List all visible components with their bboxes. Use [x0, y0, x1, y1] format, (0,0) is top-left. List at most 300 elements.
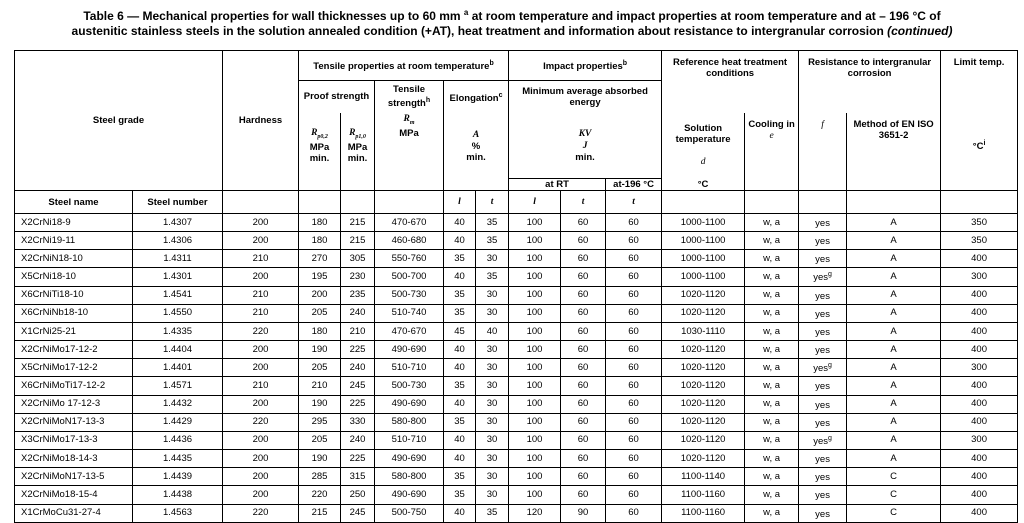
cell-rp02: 190 — [299, 450, 341, 468]
cell-hardness: 220 — [223, 504, 299, 522]
cell-resistance: yes — [799, 486, 847, 504]
cell-steel-number: 1.4401 — [133, 359, 223, 377]
table-row — [15, 395, 1018, 413]
cell-elong-l: 35 — [444, 486, 476, 504]
cell-rp10: 210 — [341, 322, 375, 340]
table-row — [15, 413, 1018, 431]
cell-rm: 470-670 — [375, 322, 444, 340]
header-ref-heat-treatment: Reference heat treatment conditions — [662, 51, 799, 113]
cell-cooling: w, a — [745, 250, 799, 268]
cell-resistance: yes — [799, 232, 847, 250]
header-tensile-group: Tensile properties at room temperature$^b$ — [299, 51, 509, 81]
cell-elong-t: 30 — [476, 359, 509, 377]
cell-method: A — [847, 413, 941, 431]
cell-impact-rt-t: 60 — [561, 304, 606, 322]
cell-limit-temp: 400 — [941, 413, 1018, 431]
cell-cooling: w, a — [745, 468, 799, 486]
header-rm-blank — [375, 179, 444, 191]
cell-method: C — [847, 504, 941, 522]
table-title — [4, 9, 1020, 39]
cell-hardness: 200 — [223, 214, 299, 232]
cell-solution-temp: 1020-1120 — [662, 304, 745, 322]
cell-steel-name: X2CrNiMo18-14-3 — [15, 450, 133, 468]
header-rp10-end — [341, 191, 375, 214]
table-row — [15, 304, 1018, 322]
cell-impact-rt-l: 100 — [509, 214, 561, 232]
table-row — [15, 504, 1018, 522]
cell-impact-rt-t: 60 — [561, 341, 606, 359]
cell-impact-196: 60 — [606, 304, 662, 322]
cell-rp10: 235 — [341, 286, 375, 304]
cell-impact-rt-l: 100 — [509, 468, 561, 486]
cell-steel-name: X2CrNi18-9 — [15, 214, 133, 232]
cell-rp02: 190 — [299, 341, 341, 359]
cell-impact-rt-t: 60 — [561, 413, 606, 431]
header-tensile-strength: Tensile strength$^h$ — [375, 81, 444, 113]
cell-rp02: 200 — [299, 286, 341, 304]
cell-resistance: yes — [799, 468, 847, 486]
cell-impact-rt-t: 60 — [561, 232, 606, 250]
cell-elong-t: 30 — [476, 486, 509, 504]
cell-steel-number: 1.4311 — [133, 250, 223, 268]
cell-rp02: 295 — [299, 413, 341, 431]
cell-impact-rt-l: 100 — [509, 268, 561, 286]
cell-method: A — [847, 322, 941, 340]
cell-impact-rt-l: 100 — [509, 486, 561, 504]
cell-steel-number: 1.4306 — [133, 232, 223, 250]
cell-impact-rt-t: 60 — [561, 395, 606, 413]
cell-rm: 580-800 — [375, 413, 444, 431]
cell-hardness: 200 — [223, 431, 299, 449]
cell-impact-196: 60 — [606, 377, 662, 395]
header-rt-l: l — [509, 191, 561, 214]
table-row — [15, 214, 1018, 232]
cell-solution-temp: 1020-1120 — [662, 395, 745, 413]
cell-limit-temp: 300 — [941, 359, 1018, 377]
cell-method: A — [847, 214, 941, 232]
cell-rp02: 270 — [299, 250, 341, 268]
cell-method: A — [847, 341, 941, 359]
cell-cooling: w, a — [745, 450, 799, 468]
cell-solution-temp: 1000-1100 — [662, 214, 745, 232]
cell-method: A — [847, 232, 941, 250]
cell-resistance: yes$^g$ — [799, 268, 847, 286]
header-elong-unit: A % min. — [444, 113, 509, 179]
cell-rm: 510-710 — [375, 359, 444, 377]
cell-elong-l: 40 — [444, 268, 476, 286]
cell-limit-temp: 350 — [941, 232, 1018, 250]
header-limit-end — [941, 191, 1018, 214]
table-row — [15, 431, 1018, 449]
cell-limit-temp: 400 — [941, 450, 1018, 468]
cell-impact-rt-t: 60 — [561, 322, 606, 340]
cell-solution-temp: 1020-1120 — [662, 341, 745, 359]
cell-steel-name: X1CrMoCu31-27-4 — [15, 504, 133, 522]
cell-limit-temp: 400 — [941, 322, 1018, 340]
header-elong-blank — [444, 179, 509, 191]
cell-elong-t: 35 — [476, 504, 509, 522]
cell-solution-temp: 1020-1120 — [662, 359, 745, 377]
cell-rm: 470-670 — [375, 214, 444, 232]
table-row — [15, 486, 1018, 504]
cell-resistance: yes — [799, 304, 847, 322]
cell-elong-l: 40 — [444, 431, 476, 449]
cell-impact-196: 60 — [606, 322, 662, 340]
cell-impact-196: 60 — [606, 286, 662, 304]
cell-impact-rt-t: 60 — [561, 214, 606, 232]
cell-elong-l: 35 — [444, 250, 476, 268]
cell-method: C — [847, 468, 941, 486]
cell-steel-name: X2CrNiMoN17-13-3 — [15, 413, 133, 431]
cell-cooling: w, a — [745, 413, 799, 431]
header-kv: KV J min. — [509, 113, 662, 179]
header-deg-c: °C — [662, 179, 745, 191]
cell-elong-l: 35 — [444, 413, 476, 431]
cell-rp02: 205 — [299, 359, 341, 377]
table-title-line-2: austenitic stainless steels in the solution annealed condition (+AT), heat treatment and information about resistance to intergranular corrosion (continued) — [71, 24, 953, 38]
cell-elong-t: 40 — [476, 322, 509, 340]
cell-impact-196: 60 — [606, 468, 662, 486]
cell-steel-name: X6CrNiTi18-10 — [15, 286, 133, 304]
footnote-marker: g — [828, 362, 832, 370]
cell-hardness: 200 — [223, 395, 299, 413]
cell-resistance: yes — [799, 214, 847, 232]
cell-impact-rt-t: 90 — [561, 504, 606, 522]
header-f-blank — [799, 179, 847, 191]
cell-limit-temp: 400 — [941, 504, 1018, 522]
cell-rm: 550-760 — [375, 250, 444, 268]
cell-rm: 460-680 — [375, 232, 444, 250]
cell-impact-196: 60 — [606, 250, 662, 268]
cell-steel-name: X5CrNi18-10 — [15, 268, 133, 286]
cell-impact-rt-t: 60 — [561, 250, 606, 268]
cell-elong-t: 30 — [476, 304, 509, 322]
cell-cooling: w, a — [745, 359, 799, 377]
header-f: f — [799, 113, 847, 179]
cell-steel-name: X6CrNiMoTi17-12-2 — [15, 377, 133, 395]
cell-solution-temp: 1020-1120 — [662, 413, 745, 431]
cell-solution-temp: 1100-1140 — [662, 468, 745, 486]
footnote-marker: g — [828, 434, 832, 442]
cell-impact-rt-t: 60 — [561, 450, 606, 468]
cell-rp02: 180 — [299, 232, 341, 250]
header-cooling-in: Cooling in e — [745, 113, 799, 179]
cell-limit-temp: 400 — [941, 286, 1018, 304]
header-method-blank — [847, 179, 941, 191]
table-row — [15, 286, 1018, 304]
cell-elong-l: 40 — [444, 341, 476, 359]
cell-hardness: 200 — [223, 486, 299, 504]
cell-impact-196: 60 — [606, 359, 662, 377]
cell-rp02: 285 — [299, 468, 341, 486]
cell-rp10: 225 — [341, 395, 375, 413]
cell-impact-rt-l: 100 — [509, 286, 561, 304]
cell-hardness: 210 — [223, 286, 299, 304]
cell-hardness: 210 — [223, 377, 299, 395]
cell-rp10: 315 — [341, 468, 375, 486]
cell-steel-number: 1.4307 — [133, 214, 223, 232]
cell-rp10: 240 — [341, 359, 375, 377]
cell-steel-number: 1.4404 — [133, 341, 223, 359]
header-rp02: $R_{p0,2}$ MPa min. — [299, 113, 341, 179]
cell-rp10: 215 — [341, 214, 375, 232]
table-row — [15, 232, 1018, 250]
cell-rp10: 215 — [341, 232, 375, 250]
cell-rp10: 230 — [341, 268, 375, 286]
cell-solution-temp: 1020-1120 — [662, 450, 745, 468]
cell-cooling: w, a — [745, 486, 799, 504]
table-row — [15, 359, 1018, 377]
cell-elong-l: 40 — [444, 450, 476, 468]
cell-elong-t: 35 — [476, 232, 509, 250]
cell-rm: 500-730 — [375, 286, 444, 304]
cell-cooling: w, a — [745, 322, 799, 340]
cell-elong-l: 40 — [444, 504, 476, 522]
cell-elong-l: 35 — [444, 377, 476, 395]
cell-cooling: w, a — [745, 395, 799, 413]
cell-method: A — [847, 377, 941, 395]
cell-method: A — [847, 359, 941, 377]
header-rp02-end — [299, 191, 341, 214]
header-method-end — [847, 191, 941, 214]
cell-impact-196: 60 — [606, 431, 662, 449]
cell-elong-t: 30 — [476, 395, 509, 413]
header-rp10-blank — [341, 179, 375, 191]
header-impact-sub: Minimum average absorbed energy — [509, 81, 662, 113]
cell-impact-rt-l: 100 — [509, 232, 561, 250]
cell-elong-t: 35 — [476, 214, 509, 232]
cell-rm: 500-700 — [375, 268, 444, 286]
cell-hardness: 220 — [223, 413, 299, 431]
cell-rm: 500-750 — [375, 504, 444, 522]
header-impact-group: Impact properties$^b$ — [509, 51, 662, 81]
header-elong-t: t — [476, 191, 509, 214]
cell-steel-name: X2CrNiMo 17-12-3 — [15, 395, 133, 413]
cell-cooling: w, a — [745, 504, 799, 522]
header-rt-t: t — [561, 191, 606, 214]
cell-impact-196: 60 — [606, 486, 662, 504]
cell-impact-rt-t: 60 — [561, 359, 606, 377]
header-solution-temp: Solution temperature d — [662, 113, 745, 179]
cell-rp02: 180 — [299, 214, 341, 232]
cell-elong-t: 30 — [476, 431, 509, 449]
cell-hardness: 200 — [223, 359, 299, 377]
cell-impact-196: 60 — [606, 450, 662, 468]
cell-elong-l: 35 — [444, 468, 476, 486]
header-rp02-blank — [299, 179, 341, 191]
cell-rp02: 180 — [299, 322, 341, 340]
cell-hardness: 200 — [223, 341, 299, 359]
header-cooling-blank — [745, 179, 799, 191]
cell-rp02: 205 — [299, 304, 341, 322]
header-cool-end — [745, 191, 799, 214]
cell-rp02: 205 — [299, 431, 341, 449]
table-header — [15, 51, 1018, 214]
cell-impact-rt-l: 100 — [509, 341, 561, 359]
cell-impact-rt-t: 60 — [561, 468, 606, 486]
cell-resistance: yes$^g$ — [799, 431, 847, 449]
cell-solution-temp: 1020-1120 — [662, 431, 745, 449]
cell-elong-t: 30 — [476, 250, 509, 268]
cell-impact-rt-l: 120 — [509, 504, 561, 522]
cell-resistance: yes — [799, 450, 847, 468]
cell-steel-name: X2CrNiMoN17-13-5 — [15, 468, 133, 486]
cell-limit-temp: 400 — [941, 468, 1018, 486]
cell-limit-temp: 400 — [941, 486, 1018, 504]
cell-resistance: yes — [799, 322, 847, 340]
cell-impact-196: 60 — [606, 413, 662, 431]
cell-impact-rt-t: 60 — [561, 486, 606, 504]
cell-solution-temp: 1000-1100 — [662, 232, 745, 250]
cell-impact-196: 60 — [606, 214, 662, 232]
cell-elong-l: 40 — [444, 359, 476, 377]
cell-resistance: yes — [799, 286, 847, 304]
cell-resistance: yes — [799, 395, 847, 413]
cell-steel-number: 1.4429 — [133, 413, 223, 431]
cell-elong-l: 40 — [444, 232, 476, 250]
cell-steel-name: X2CrNi19-11 — [15, 232, 133, 250]
cell-resistance: yes — [799, 413, 847, 431]
header-sol-end — [662, 191, 745, 214]
cell-rp10: 305 — [341, 250, 375, 268]
table-title-line-1: Table 6 — Mechanical properties for wall thicknesses up to 60 mm $^a$ at room temperature and impact properties at room temperature and at – 196 °C of — [83, 8, 941, 23]
cell-cooling: w, a — [745, 304, 799, 322]
cell-elong-t: 30 — [476, 341, 509, 359]
cell-hardness: 200 — [223, 232, 299, 250]
cell-method: A — [847, 395, 941, 413]
cell-cooling: w, a — [745, 377, 799, 395]
cell-impact-196: 60 — [606, 232, 662, 250]
table-row — [15, 268, 1018, 286]
cell-impact-196: 60 — [606, 395, 662, 413]
cell-impact-196: 60 — [606, 504, 662, 522]
cell-rm: 510-740 — [375, 304, 444, 322]
cell-rp10: 225 — [341, 341, 375, 359]
cell-impact-rt-l: 100 — [509, 250, 561, 268]
cell-hardness: 200 — [223, 268, 299, 286]
table-row — [15, 468, 1018, 486]
header-hardness-blank — [223, 191, 299, 214]
cell-steel-number: 1.4439 — [133, 468, 223, 486]
cell-elong-t: 30 — [476, 286, 509, 304]
cell-impact-rt-l: 100 — [509, 395, 561, 413]
cell-elong-t: 35 — [476, 268, 509, 286]
cell-rp10: 240 — [341, 431, 375, 449]
cell-rm: 490-690 — [375, 486, 444, 504]
cell-limit-temp: 350 — [941, 214, 1018, 232]
cell-rp02: 210 — [299, 377, 341, 395]
cell-resistance: yes — [799, 504, 847, 522]
cell-limit-temp: 400 — [941, 395, 1018, 413]
cell-method: A — [847, 450, 941, 468]
cell-steel-name: X2CrNiN18-10 — [15, 250, 133, 268]
header-steel-number: Steel number — [133, 191, 223, 214]
cell-rm: 490-690 — [375, 341, 444, 359]
cell-impact-rt-l: 100 — [509, 450, 561, 468]
cell-resistance: yes — [799, 341, 847, 359]
cell-method: A — [847, 286, 941, 304]
header-rm-end — [375, 191, 444, 214]
cell-limit-temp: 300 — [941, 431, 1018, 449]
cell-elong-l: 35 — [444, 304, 476, 322]
cell-impact-rt-t: 60 — [561, 431, 606, 449]
footnote-marker: g — [828, 271, 832, 279]
header-hardness: Hardness — [223, 51, 299, 191]
cell-impact-196: 60 — [606, 341, 662, 359]
cell-resistance: yes — [799, 250, 847, 268]
cell-steel-name: X6CrNiNb18-10 — [15, 304, 133, 322]
header-limit-unit: $^\circ C^i$ — [941, 113, 1018, 179]
cell-solution-temp: 1020-1120 — [662, 286, 745, 304]
cell-impact-rt-l: 100 — [509, 431, 561, 449]
header-elong-l: l — [444, 191, 476, 214]
cell-method: A — [847, 268, 941, 286]
cell-rp10: 240 — [341, 304, 375, 322]
header-resistance: Resistance to intergranular corrosion — [799, 51, 941, 113]
header-196-t: t — [606, 191, 662, 214]
cell-rp02: 220 — [299, 486, 341, 504]
cell-impact-rt-l: 100 — [509, 377, 561, 395]
cell-solution-temp: 1000-1100 — [662, 268, 745, 286]
header-steel-name: Steel name — [15, 191, 133, 214]
cell-rm: 510-710 — [375, 431, 444, 449]
cell-solution-temp: 1100-1160 — [662, 486, 745, 504]
cell-steel-number: 1.4435 — [133, 450, 223, 468]
cell-limit-temp: 300 — [941, 268, 1018, 286]
cell-steel-name: X3CrNiMo17-13-3 — [15, 431, 133, 449]
cell-steel-number: 1.4571 — [133, 377, 223, 395]
cell-elong-l: 35 — [444, 286, 476, 304]
header-at-rt: at RT — [509, 179, 606, 191]
cell-rp10: 225 — [341, 450, 375, 468]
table-row — [15, 322, 1018, 340]
cell-steel-name: X1CrNi25-21 — [15, 322, 133, 340]
cell-limit-temp: 400 — [941, 250, 1018, 268]
cell-rp02: 190 — [299, 395, 341, 413]
cell-steel-number: 1.4335 — [133, 322, 223, 340]
cell-resistance: yes — [799, 377, 847, 395]
cell-cooling: w, a — [745, 431, 799, 449]
cell-rp10: 250 — [341, 486, 375, 504]
header-limit-temp: Limit temp. — [941, 51, 1018, 113]
header-at-196: at-196 °C — [606, 179, 662, 191]
cell-hardness: 210 — [223, 250, 299, 268]
cell-hardness: 220 — [223, 322, 299, 340]
cell-steel-number: 1.4541 — [133, 286, 223, 304]
header-rm: $R_m$ MPa — [375, 113, 444, 179]
cell-limit-temp: 400 — [941, 377, 1018, 395]
cell-impact-rt-l: 100 — [509, 304, 561, 322]
table-row — [15, 377, 1018, 395]
cell-cooling: w, a — [745, 286, 799, 304]
cell-impact-rt-l: 100 — [509, 359, 561, 377]
cell-impact-rt-l: 100 — [509, 322, 561, 340]
cell-rm: 490-690 — [375, 395, 444, 413]
cell-limit-temp: 400 — [941, 341, 1018, 359]
cell-steel-number: 1.4438 — [133, 486, 223, 504]
cell-solution-temp: 1030-1110 — [662, 322, 745, 340]
cell-cooling: w, a — [745, 341, 799, 359]
cell-elong-l: 45 — [444, 322, 476, 340]
cell-hardness: 200 — [223, 468, 299, 486]
header-rp10: $R_{p1,0}$ MPa min. — [341, 113, 375, 179]
cell-impact-196: 60 — [606, 268, 662, 286]
cell-rp10: 245 — [341, 504, 375, 522]
cell-rp02: 195 — [299, 268, 341, 286]
cell-steel-name: X2CrNiMo18-15-4 — [15, 486, 133, 504]
cell-method: A — [847, 304, 941, 322]
cell-limit-temp: 400 — [941, 304, 1018, 322]
